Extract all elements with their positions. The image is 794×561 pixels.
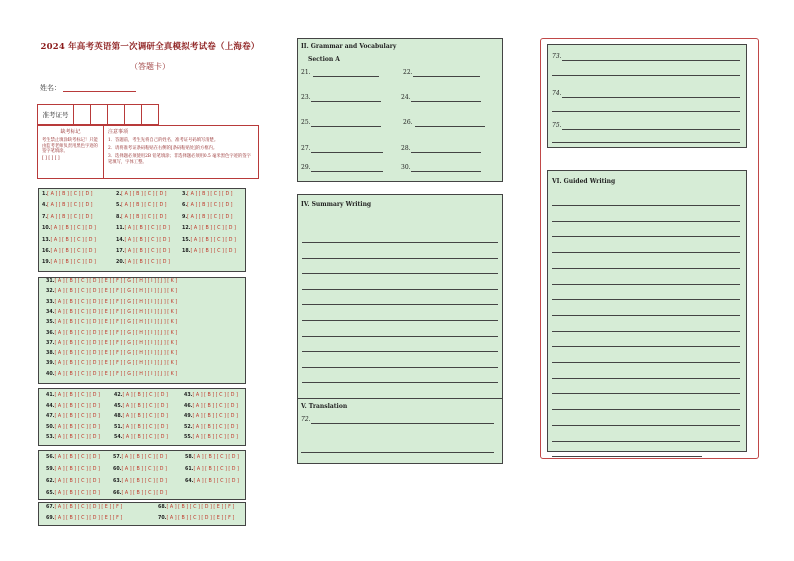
mc-question-number: 43.: [184, 393, 193, 398]
mc-question[interactable]: [182, 226, 236, 231]
answer-line-26[interactable]: [415, 126, 485, 127]
mc-question[interactable]: [42, 260, 96, 265]
writing-line[interactable]: [302, 351, 498, 352]
mc-options[interactable]: [ A ] [ B ] [ C ] [ D ]: [124, 260, 170, 266]
mc-options[interactable]: [ A ] [ B ] [ C ] [ D ]: [121, 455, 167, 460]
mc-question[interactable]: [182, 203, 233, 208]
answer-line-27[interactable]: [311, 152, 383, 153]
mc-options[interactable]: [ A ] [ B ] [ C ] [ D ]: [54, 455, 100, 460]
mc-options[interactable]: [ A ] [ B ] [ C ] [ D ] [ E ] [ F ]: [166, 515, 235, 521]
translation-panel: [297, 398, 503, 464]
mc-question-number: 48.: [114, 414, 123, 420]
mc-block-2: [38, 277, 246, 384]
answer-label-28: 28.: [401, 145, 411, 152]
mc-question[interactable]: [184, 425, 238, 430]
mc-question[interactable]: [46, 361, 177, 366]
mc-question[interactable]: [42, 249, 96, 254]
mc-question-number: 49.: [184, 414, 193, 420]
mc-options[interactable]: [ A ] [ B ] [ C ] [ D ]: [192, 424, 238, 430]
writing-line[interactable]: [552, 221, 740, 222]
mc-question[interactable]: [182, 215, 233, 220]
mc-question-number: 34.: [46, 309, 55, 315]
mc-question-number: 59.: [46, 467, 55, 472]
answer-line-24[interactable]: [411, 101, 481, 102]
mc-question[interactable]: [46, 289, 177, 294]
mc-question[interactable]: [116, 238, 170, 243]
mc-question[interactable]: [113, 491, 167, 496]
mc-question[interactable]: [46, 331, 177, 336]
mc-question-number: 67.: [46, 505, 55, 510]
mc-options[interactable]: [ A ] [ B ] [ C ] [ D ] [ E ] [ F ] [ G ] [ H ] [ I ] [ J ] [ K ]: [54, 309, 178, 315]
mc-options[interactable]: [ A ] [ B ] [ C ] [ D ]: [122, 414, 168, 420]
translation-cont-panel: [547, 44, 747, 148]
mc-options[interactable]: [ A ] [ B ] [ C ] [ D ]: [50, 249, 96, 254]
instruction-item: 2．请将准考证条码粘贴在右侧的[条码粘贴处]的方框内。: [108, 146, 218, 151]
mc-question-number: 62.: [46, 479, 55, 484]
answer-label-73: 73.: [552, 53, 562, 60]
exam-number-cell[interactable]: [125, 105, 142, 124]
mc-question-number: 38.: [46, 351, 55, 357]
writing-line[interactable]: [302, 367, 498, 368]
instruction-item: 1．答题前，考生先将自己的姓名、准考证号码填写清楚。: [108, 138, 219, 143]
answer-label-26: 26.: [403, 119, 413, 126]
mc-question-number: 6.: [182, 203, 188, 209]
mc-options[interactable]: [ A ] [ B ] [ C ] [ D ]: [54, 467, 100, 472]
writing-line[interactable]: [552, 441, 740, 442]
mc-question-number: 4.: [42, 203, 48, 209]
mc-options[interactable]: [ A ] [ B ] [ C ] [ D ]: [193, 455, 239, 460]
mc-options[interactable]: [ A ] [ B ] [ C ] [ D ] [ E ] [ F ] [ G ] [ H ] [ I ] [ J ] [ K ]: [54, 330, 178, 336]
mc-question-number: 54.: [114, 435, 123, 441]
mc-question[interactable]: [46, 455, 100, 460]
writing-line[interactable]: [552, 362, 740, 363]
mc-question[interactable]: [184, 414, 238, 419]
page-subtitle: （答题卡）: [130, 62, 170, 71]
mc-question[interactable]: [46, 300, 177, 305]
mc-question-number: 8.: [116, 214, 122, 220]
mc-question-number: 11.: [116, 226, 125, 232]
mc-question-number: 15.: [182, 237, 191, 243]
mc-question-number: 47.: [46, 414, 55, 420]
mc-options[interactable]: [ A ] [ B ] [ C ] [ D ] [ E ] [ F ] [ G ] [ H ] [ I ] [ J ] [ K ]: [54, 279, 178, 284]
mc-question-number: 39.: [46, 361, 55, 367]
mc-options[interactable]: [ A ] [ B ] [ C ] [ D ]: [50, 260, 96, 266]
mc-options[interactable]: [ A ] [ B ] [ C ] [ D ]: [54, 403, 100, 409]
notes-box: [37, 125, 259, 179]
mc-question-number: 37.: [46, 340, 55, 346]
writing-line[interactable]: [552, 331, 740, 332]
answer-line-25[interactable]: [311, 126, 381, 127]
mc-options[interactable]: [ A ] [ B ] [ C ] [ D ] [ E ] [ F ]: [54, 505, 123, 510]
answer-label-29: 29.: [301, 164, 311, 171]
mc-question[interactable]: [46, 393, 100, 398]
summary-panel: [297, 194, 503, 412]
mc-options[interactable]: [ A ] [ B ] [ C ] [ D ] [ E ] [ F ] [ G ] [ H ] [ I ] [ J ] [ K ]: [54, 351, 178, 357]
answer-label-23: 23.: [301, 94, 311, 101]
answer-line-75[interactable]: [562, 129, 740, 130]
writing-line[interactable]: [552, 268, 740, 269]
absent-mark-sample[interactable]: [ ] [ ] [ ]: [42, 155, 60, 161]
mc-question[interactable]: [182, 238, 236, 243]
writing-line[interactable]: [552, 393, 740, 394]
answer-line-74b[interactable]: [552, 111, 740, 112]
mc-question-number: 3.: [182, 192, 188, 197]
mc-question-number: 33.: [46, 299, 55, 305]
mc-question-number: 16.: [42, 249, 51, 254]
page-title: 2024 年高考英语第一次调研全真模拟考试卷（上海卷）: [40, 42, 260, 52]
mc-question-number: 56.: [46, 455, 55, 460]
mc-options[interactable]: [ A ] [ B ] [ C ] [ D ]: [187, 214, 233, 220]
mc-options[interactable]: [ A ] [ B ] [ C ] [ D ]: [190, 249, 236, 254]
mc-options[interactable]: [ A ] [ B ] [ C ] [ D ]: [121, 192, 167, 197]
mc-options[interactable]: [ A ] [ B ] [ C ] [ D ]: [192, 403, 238, 409]
mc-question[interactable]: [46, 516, 122, 521]
writing-line[interactable]: [552, 425, 740, 426]
mc-question-number: 32.: [46, 289, 55, 295]
exam-number-cell[interactable]: [91, 105, 108, 124]
mc-options[interactable]: [ A ] [ B ] [ C ] [ D ]: [47, 203, 93, 209]
exam-number-box: [37, 104, 159, 125]
mc-options[interactable]: [ A ] [ B ] [ C ] [ D ]: [50, 226, 96, 232]
answer-line-22[interactable]: [413, 76, 480, 77]
mc-question-number: 70.: [158, 515, 167, 521]
answer-line-21[interactable]: [313, 76, 379, 77]
mc-options[interactable]: [ A ] [ B ] [ C ] [ D ] [ E ] [ F ] [ G ] [ H ] [ I ] [ J ] [ K ]: [54, 320, 178, 326]
guided-writing-panel: [547, 170, 747, 452]
mc-options[interactable]: [ A ] [ B ] [ C ] [ D ] [ E ] [ F ]: [166, 505, 235, 510]
mc-options[interactable]: [ A ] [ B ] [ C ] [ D ]: [121, 214, 167, 220]
instructions-panel: [104, 126, 258, 178]
mc-question[interactable]: [46, 491, 100, 496]
mc-options[interactable]: [ A ] [ B ] [ C ] [ D ]: [54, 424, 100, 430]
mc-options[interactable]: [ A ] [ B ] [ C ] [ D ]: [54, 479, 100, 484]
mc-options[interactable]: [ A ] [ B ] [ C ] [ D ]: [192, 435, 238, 441]
mc-options[interactable]: [ A ] [ B ] [ C ] [ D ]: [121, 479, 167, 484]
mc-question[interactable]: [185, 467, 239, 472]
mc-question[interactable]: [113, 479, 167, 484]
mc-question-number: 19.: [42, 260, 51, 266]
mc-question[interactable]: [116, 203, 167, 208]
mc-question-number: 31.: [46, 279, 55, 284]
instruction-item: 3．选择题必须使用2B 铅笔填涂；非选择题必须用0.5 毫米黑色字迹的签字笔填写，字体工整。: [108, 154, 251, 165]
mc-question-number: 58.: [185, 455, 194, 460]
mc-question[interactable]: [46, 310, 177, 315]
writing-line[interactable]: [302, 258, 498, 259]
mc-options[interactable]: [ A ] [ B ] [ C ] [ D ]: [190, 226, 236, 232]
mc-question[interactable]: [46, 479, 100, 484]
writing-line[interactable]: [552, 284, 740, 285]
mc-question[interactable]: [46, 467, 100, 472]
mc-question[interactable]: [113, 467, 167, 472]
mc-question-number: 42.: [114, 393, 123, 398]
mc-options[interactable]: [ A ] [ B ] [ C ] [ D ] [ E ] [ F ]: [54, 515, 123, 521]
mc-question[interactable]: [46, 341, 177, 346]
mc-question[interactable]: [42, 215, 93, 220]
writing-line[interactable]: [302, 273, 498, 274]
mc-question[interactable]: [116, 249, 170, 254]
mc-question[interactable]: [42, 238, 96, 243]
mc-question-number: 51.: [114, 424, 123, 430]
mc-options[interactable]: [ A ] [ B ] [ C ] [ D ]: [54, 414, 100, 420]
absent-mark-text: 考生禁止填涂缺考标记！只能由监考老师负责用黑色字迹的签字笔填涂。: [42, 138, 98, 155]
writing-line[interactable]: [302, 304, 498, 305]
mc-options[interactable]: [ A ] [ B ] [ C ] [ D ] [ E ] [ F ] [ G ] [ H ] [ I ] [ J ] [ K ]: [54, 299, 178, 305]
mc-question-number: 68.: [158, 505, 167, 510]
mc-options[interactable]: [ A ] [ B ] [ C ] [ D ]: [47, 192, 93, 197]
answer-label-24: 24.: [401, 94, 411, 101]
guided-writing-title: VI. Guided Writing: [552, 178, 616, 185]
mc-question-number: 18.: [182, 249, 191, 254]
mc-question[interactable]: [46, 351, 177, 356]
mc-block-3: [38, 388, 246, 446]
mc-question-number: 64.: [185, 479, 194, 484]
summary-title: IV. Summary Writing: [301, 201, 372, 208]
mc-question[interactable]: [113, 455, 167, 460]
mc-question[interactable]: [114, 414, 168, 419]
writing-line[interactable]: [552, 252, 740, 253]
mc-options[interactable]: [ A ] [ B ] [ C ] [ D ]: [121, 203, 167, 209]
mc-options[interactable]: [ A ] [ B ] [ C ] [ D ]: [54, 393, 100, 398]
grammar-section: Section A: [308, 56, 340, 63]
answer-line-23[interactable]: [311, 101, 381, 102]
mc-options[interactable]: [ A ] [ B ] [ C ] [ D ]: [190, 237, 236, 243]
answer-line-73[interactable]: [562, 60, 740, 61]
mc-question[interactable]: [114, 435, 168, 440]
answer-label-74: 74.: [552, 90, 562, 97]
answer-label-21: 21.: [301, 69, 311, 76]
mc-options[interactable]: [ A ] [ B ] [ C ] [ D ]: [54, 491, 100, 496]
mc-options[interactable]: [ A ] [ B ] [ C ] [ D ] [ E ] [ F ] [ G ] [ H ] [ I ] [ J ] [ K ]: [54, 371, 178, 377]
mc-options[interactable]: [ A ] [ B ] [ C ] [ D ]: [192, 414, 238, 420]
mc-question-number: 69.: [46, 515, 55, 521]
mc-question[interactable]: [116, 260, 170, 265]
mc-question[interactable]: [46, 425, 100, 430]
writing-line[interactable]: [552, 456, 702, 457]
mc-question-number: 12.: [182, 226, 191, 232]
mc-block-5: [38, 502, 246, 526]
mc-options[interactable]: [ A ] [ B ] [ C ] [ D ]: [122, 393, 168, 398]
mc-question-number: 13.: [42, 237, 51, 243]
mc-question-number: 2.: [116, 192, 122, 197]
answer-label-22: 22.: [403, 69, 413, 76]
mc-options[interactable]: [ A ] [ B ] [ C ] [ D ] [ E ] [ F ] [ G ] [ H ] [ I ] [ J ] [ K ]: [54, 340, 178, 346]
mc-options[interactable]: [ A ] [ B ] [ C ] [ D ]: [192, 393, 238, 398]
answer-line-28[interactable]: [411, 152, 481, 153]
writing-line[interactable]: [302, 336, 498, 337]
translation-line[interactable]: [301, 452, 494, 453]
mc-options[interactable]: [ A ] [ B ] [ C ] [ D ]: [47, 214, 93, 220]
mc-options[interactable]: [ A ] [ B ] [ C ] [ D ]: [124, 237, 170, 243]
mc-question-number: 57.: [113, 455, 122, 460]
mc-question[interactable]: [114, 425, 168, 430]
mc-question-number: 65.: [46, 491, 55, 496]
mc-question[interactable]: [182, 192, 233, 197]
mc-options[interactable]: [ A ] [ B ] [ C ] [ D ]: [124, 226, 170, 232]
mc-question-number: 5.: [116, 203, 122, 209]
mc-question-number: 61.: [185, 467, 194, 472]
exam-number-cell[interactable]: [74, 105, 91, 124]
mc-question-number: 20.: [116, 260, 125, 266]
mc-options[interactable]: [ A ] [ B ] [ C ] [ D ]: [122, 424, 168, 430]
mc-question[interactable]: [46, 435, 100, 440]
name-field[interactable]: [63, 91, 136, 92]
mc-question-number: 60.: [113, 467, 122, 472]
mc-options[interactable]: [ A ] [ B ] [ C ] [ D ]: [187, 203, 233, 209]
grammar-title: II. Grammar and Vocabulary: [301, 43, 397, 50]
mc-question-number: 41.: [46, 393, 55, 398]
mc-question-number: 10.: [42, 226, 51, 232]
mc-question-number: 1.: [42, 192, 48, 197]
answer-line-29[interactable]: [311, 171, 383, 172]
mc-question-number: 66.: [113, 491, 122, 496]
mc-options[interactable]: [ A ] [ B ] [ C ] [ D ] [ E ] [ F ] [ G ] [ H ] [ I ] [ J ] [ K ]: [54, 361, 178, 367]
exam-number-label: 准考证号: [38, 105, 74, 124]
writing-line[interactable]: [552, 378, 740, 379]
mc-question-number: 40.: [46, 371, 55, 377]
mc-question[interactable]: [116, 215, 167, 220]
translation-title: V. Translation: [301, 403, 348, 410]
mc-question-number: 44.: [46, 403, 55, 409]
mc-question[interactable]: [42, 226, 96, 231]
answer-label-25: 25.: [301, 119, 311, 126]
translation-line[interactable]: [311, 423, 494, 424]
writing-line[interactable]: [552, 205, 740, 206]
mc-question[interactable]: [182, 249, 236, 254]
mc-question[interactable]: [158, 505, 234, 510]
mc-options[interactable]: [ A ] [ B ] [ C ] [ D ]: [54, 435, 100, 441]
writing-line[interactable]: [552, 299, 740, 300]
exam-number-cell[interactable]: [108, 105, 125, 124]
mc-question[interactable]: [42, 192, 93, 197]
mc-options[interactable]: [ A ] [ B ] [ C ] [ D ]: [121, 467, 167, 472]
mc-question[interactable]: [184, 435, 238, 440]
mc-question-number: 50.: [46, 424, 55, 430]
mc-question[interactable]: [158, 516, 234, 521]
mc-question-number: 14.: [116, 237, 125, 243]
mc-question[interactable]: [116, 192, 167, 197]
mc-question-number: 55.: [184, 435, 193, 441]
translation-q-label: 72.: [301, 416, 311, 423]
mc-options[interactable]: [ A ] [ B ] [ C ] [ D ]: [187, 192, 233, 197]
answer-label-27: 27.: [301, 145, 311, 152]
writing-line[interactable]: [552, 315, 740, 316]
mc-question-number: 45.: [114, 403, 123, 409]
mc-question[interactable]: [185, 479, 239, 484]
mc-question-number: 7.: [42, 214, 48, 220]
mc-question-number: 17.: [116, 249, 125, 254]
mc-options[interactable]: [ A ] [ B ] [ C ] [ D ]: [50, 237, 96, 243]
grammar-panel: [297, 38, 503, 182]
writing-line[interactable]: [302, 320, 498, 321]
mc-question-number: 52.: [184, 424, 193, 430]
mc-options[interactable]: [ A ] [ B ] [ C ] [ D ]: [121, 491, 167, 496]
writing-line[interactable]: [302, 242, 498, 243]
mc-options[interactable]: [ A ] [ B ] [ C ] [ D ]: [193, 467, 239, 472]
mc-options[interactable]: [ A ] [ B ] [ C ] [ D ] [ E ] [ F ] [ G ] [ H ] [ I ] [ J ] [ K ]: [54, 289, 178, 295]
mc-question[interactable]: [114, 393, 168, 398]
writing-line[interactable]: [302, 382, 498, 383]
mc-question[interactable]: [46, 372, 177, 377]
mc-question[interactable]: [46, 279, 177, 284]
answer-label-30: 30.: [401, 164, 411, 171]
writing-line[interactable]: [302, 289, 498, 290]
mc-question[interactable]: [42, 203, 93, 208]
instructions-title: 注意事项: [108, 129, 129, 135]
mc-question[interactable]: [46, 414, 100, 419]
mc-question-number: 35.: [46, 320, 55, 326]
mc-question[interactable]: [185, 455, 239, 460]
mc-block-4: [38, 450, 246, 500]
answer-line-74[interactable]: [562, 97, 740, 98]
absent-mark-panel: [38, 126, 104, 178]
writing-line[interactable]: [552, 346, 740, 347]
mc-question-number: 36.: [46, 330, 55, 336]
writing-line[interactable]: [552, 409, 740, 410]
answer-line-73b[interactable]: [552, 75, 740, 76]
mc-question-number: 9.: [182, 214, 188, 220]
mc-question-number: 53.: [46, 435, 55, 441]
mc-question-number: 63.: [113, 479, 122, 484]
absent-mark-title: 缺考标记: [60, 129, 81, 135]
mc-options[interactable]: [ A ] [ B ] [ C ] [ D ]: [124, 249, 170, 254]
mc-question[interactable]: [46, 404, 100, 409]
mc-question-number: 46.: [184, 403, 193, 409]
mc-question[interactable]: [114, 404, 168, 409]
mc-block-1: [38, 188, 246, 272]
answer-line-30[interactable]: [411, 171, 481, 172]
mc-options[interactable]: [ A ] [ B ] [ C ] [ D ]: [193, 479, 239, 484]
name-label: 姓名：: [40, 84, 61, 92]
exam-number-cell[interactable]: [142, 105, 158, 124]
mc-question[interactable]: [116, 226, 170, 231]
answer-line-75b[interactable]: [552, 142, 740, 143]
writing-line[interactable]: [552, 236, 740, 237]
mc-options[interactable]: [ A ] [ B ] [ C ] [ D ]: [122, 435, 168, 441]
answer-label-75: 75.: [552, 122, 562, 129]
mc-question[interactable]: [46, 505, 122, 510]
mc-question[interactable]: [184, 404, 238, 409]
mc-options[interactable]: [ A ] [ B ] [ C ] [ D ]: [122, 403, 168, 409]
mc-question[interactable]: [46, 320, 177, 325]
mc-question[interactable]: [184, 393, 238, 398]
